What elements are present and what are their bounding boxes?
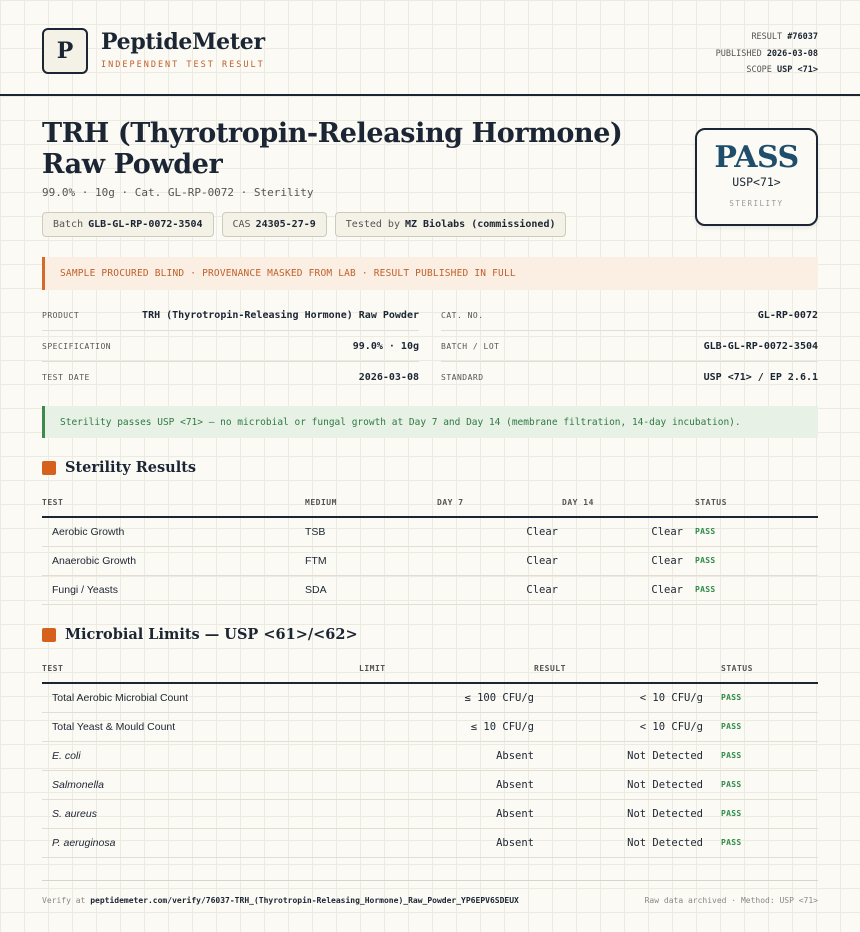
verdict-standard: USP<71> — [732, 175, 781, 189]
report-footer — [42, 880, 818, 920]
status-badge: PASS — [721, 828, 818, 857]
meta-scope: SCOPE USP <71> — [746, 65, 818, 75]
result-value: Not Detected — [534, 770, 721, 799]
table-row — [42, 828, 818, 857]
day7-result: Clear — [437, 546, 562, 575]
status-badge: PASS — [695, 517, 818, 546]
column-header: MEDIUM — [305, 488, 437, 517]
tested-by-chip: Tested by MZ Biolabs (commissioned) — [335, 212, 567, 237]
medium: SDA — [305, 575, 437, 604]
section-marker-icon — [42, 628, 56, 642]
column-header: DAY 7 — [437, 488, 562, 517]
table-header-row — [42, 488, 818, 517]
status-badge: PASS — [721, 712, 818, 741]
column-header: STATUS — [721, 654, 818, 683]
batch-chip: Batch GLB-GL-RP-0072-3504 — [42, 212, 214, 237]
info-product: PRODUCT TRH (Thyrotropin-Releasing Hormone) Raw Powder — [42, 301, 419, 331]
test-name: S. aureus — [42, 799, 359, 828]
day7-result: Clear — [437, 517, 562, 546]
table-row — [42, 683, 818, 712]
test-name: Total Yeast & Mould Count — [42, 712, 359, 741]
limit-value: ≤ 10 CFU/g — [359, 712, 534, 741]
limit-value: Absent — [359, 770, 534, 799]
table-row — [42, 517, 818, 546]
brand-name: PeptideMeter — [101, 29, 265, 55]
test-name: Salmonella — [42, 770, 359, 799]
column-header: TEST — [42, 654, 359, 683]
report-header — [0, 0, 860, 96]
limit-value: Absent — [359, 828, 534, 857]
microbial-section-title: Microbial Limits — USP <61>/<62> — [42, 626, 358, 643]
test-name: Anaerobic Growth — [42, 546, 305, 575]
result-value: < 10 CFU/g — [534, 683, 721, 712]
status-badge: PASS — [721, 799, 818, 828]
page-subtitle: 99.0% · 10g · Cat. GL-RP-0072 · Sterility — [42, 186, 314, 199]
sterility-table — [42, 488, 818, 605]
limit-value: Absent — [359, 741, 534, 770]
info-test-date: TEST DATE 2026-03-08 — [42, 371, 419, 383]
table-row — [42, 741, 818, 770]
sterility-summary-note: Sterility passes USP <71> — no microbial or fungal growth at Day 7 and Day 14 (membrane filtration, 14-day incubation). — [42, 406, 818, 438]
report-meta — [716, 29, 818, 79]
limit-value: ≤ 100 CFU/g — [359, 683, 534, 712]
table-row — [42, 546, 818, 575]
brand-tagline: INDEPENDENT TEST RESULT — [101, 60, 265, 70]
result-value: Not Detected — [534, 828, 721, 857]
test-name: Fungi / Yeasts — [42, 575, 305, 604]
verdict-badge — [695, 128, 818, 226]
day14-result: Clear — [562, 575, 695, 604]
verdict-result: PASS — [714, 140, 799, 175]
status-badge: PASS — [721, 741, 818, 770]
provenance-alert: SAMPLE PROCURED BLIND · PROVENANCE MASKED FROM LAB · RESULT PUBLISHED IN FULL — [42, 257, 818, 290]
column-header: STATUS — [695, 488, 818, 517]
test-name: Total Aerobic Microbial Count — [42, 683, 359, 712]
column-header: DAY 14 — [562, 488, 695, 517]
verdict-category: STERILITY — [729, 199, 784, 208]
table-row — [42, 770, 818, 799]
day14-result: Clear — [562, 517, 695, 546]
meta-published: PUBLISHED 2026-03-08 — [715, 48, 818, 59]
section-marker-icon — [42, 461, 56, 475]
day7-result: Clear — [437, 575, 562, 604]
verify-link[interactable]: peptidemeter.com/verify/76037-TRH_(Thyrotropin-Releasing_Hormone)_Raw_Powder_YP6EPV6SDEUX — [90, 896, 519, 905]
info-standard: STANDARD USP <71> / EP 2.6.1 — [441, 371, 818, 383]
table-row — [42, 575, 818, 604]
test-name: P. aeruginosa — [42, 828, 359, 857]
footer-method-note: Raw data archived · Method: USP <71> — [644, 896, 818, 905]
test-name: E. coli — [42, 741, 359, 770]
column-header: TEST — [42, 488, 305, 517]
table-row — [42, 712, 818, 741]
day14-result: Clear — [562, 546, 695, 575]
chip-row — [42, 212, 566, 237]
status-badge: PASS — [695, 575, 818, 604]
microbial-limits-table — [42, 654, 818, 858]
info-batch-lot: BATCH / LOT GLB-GL-RP-0072-3504 — [441, 332, 818, 362]
verify-line: Verify at peptidemeter.com/verify/76037-TRH_(Thyrotropin-Releasing_Hormone)_Raw_Powder_YP6EPV6SDEUX — [42, 896, 519, 905]
status-badge: PASS — [721, 770, 818, 799]
table-row — [42, 799, 818, 828]
column-header: LIMIT — [359, 654, 534, 683]
sterility-section-title: Sterility Results — [42, 459, 196, 476]
cas-chip: CAS 24305-27-9 — [222, 212, 327, 237]
result-value: Not Detected — [534, 741, 721, 770]
medium: TSB — [305, 517, 437, 546]
limit-value: Absent — [359, 799, 534, 828]
logo-icon: P — [42, 28, 88, 74]
medium: FTM — [305, 546, 437, 575]
status-badge: PASS — [695, 546, 818, 575]
test-name: Aerobic Growth — [42, 517, 305, 546]
result-value: < 10 CFU/g — [534, 712, 721, 741]
page-title: TRH (Thyrotropin-Releasing Hormone) Raw Powder — [42, 118, 623, 180]
result-value: Not Detected — [534, 799, 721, 828]
info-specification: SPECIFICATION 99.0% · 10g — [42, 332, 419, 362]
table-header-row — [42, 654, 818, 683]
column-header: RESULT — [534, 654, 721, 683]
info-cat-no: CAT. NO. GL-RP-0072 — [441, 301, 818, 331]
status-badge: PASS — [721, 683, 818, 712]
meta-result: RESULT #76037 — [751, 32, 818, 42]
